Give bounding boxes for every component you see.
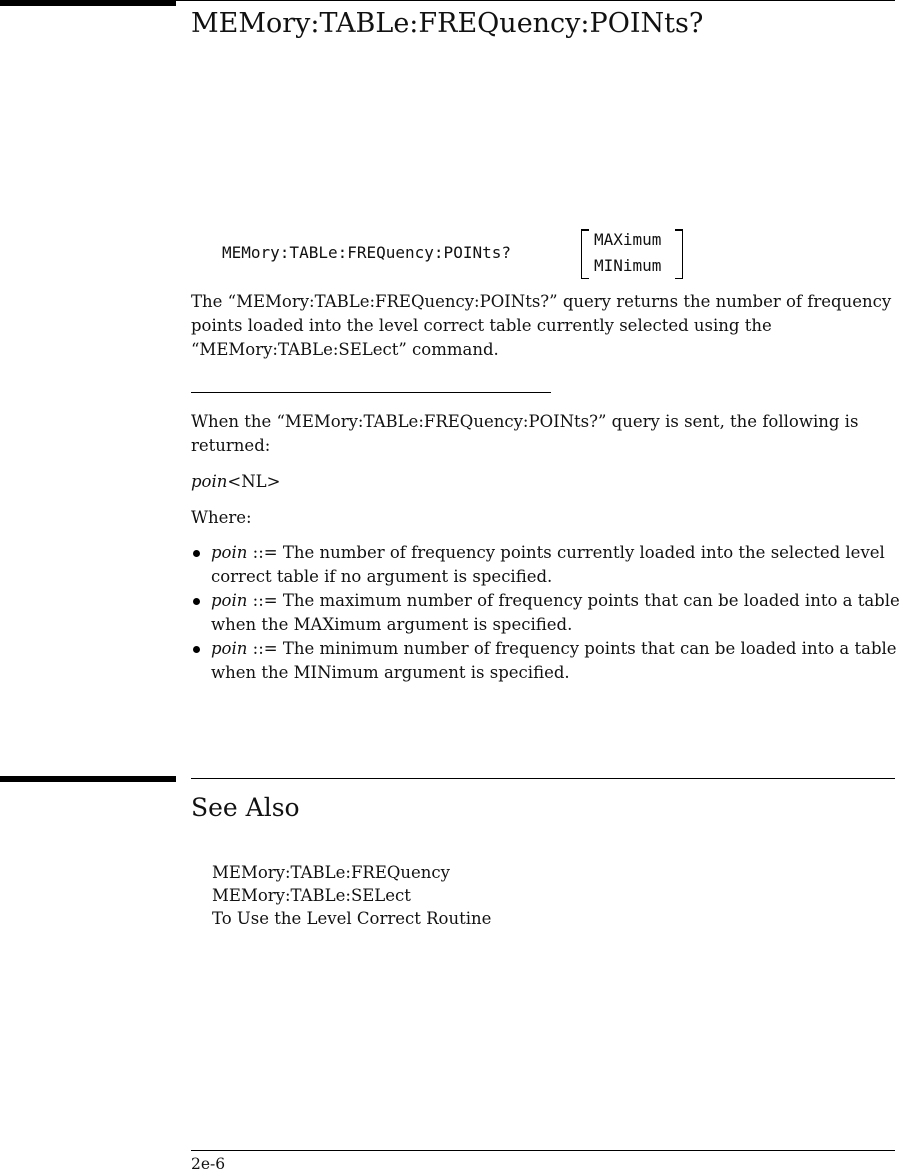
see-also-rule: [191, 778, 895, 779]
returns-bullet-list: [191, 541, 901, 685]
see-also-item[interactable]: To Use the Level Correct Routine: [212, 909, 492, 928]
page-title: MEMory:TABLe:FREQuency:POINts?: [191, 8, 704, 39]
returns-format-var: poin: [191, 472, 228, 491]
returns-format: [191, 470, 901, 494]
list-item: poin ::= The maximum number of frequency points that can be loaded into a table when the MAXimum argument is specified.: [191, 589, 901, 637]
see-also-left-bar: [0, 776, 176, 782]
returns-format-suffix: <NL>: [227, 472, 281, 491]
returns-intro: When the “MEMory:TABLe:FREQuency:POINts?” query is sent, the following is returned:: [191, 412, 859, 455]
bullet-icon: [193, 598, 200, 605]
footer-rule: [191, 1150, 895, 1151]
see-also-item[interactable]: MEMory:TABLe:FREQuency: [212, 863, 450, 882]
syntax-command: MEMory:TABLe:FREQuency:POINts?: [222, 243, 511, 262]
bullet-icon: [193, 646, 200, 653]
list-item: poin ::= The number of frequency points currently loaded into the selected level correct table if no argument is specified.: [191, 541, 901, 589]
where-label: Where:: [191, 508, 252, 527]
section-divider: [191, 392, 551, 393]
list-item: poin ::= The minimum number of frequency points that can be loaded into a table when the MINimum argument is specified.: [191, 637, 901, 685]
see-also-item[interactable]: MEMory:TABLe:SELect: [212, 886, 411, 905]
see-also-list: [212, 861, 491, 930]
see-also-heading: See Also: [191, 793, 300, 822]
bullet-icon: [193, 550, 200, 557]
syntax-options-bracket: [581, 229, 683, 279]
syntax-option-maximum: MAXimum: [594, 230, 662, 249]
top-rule: [176, 0, 895, 1]
description-paragraph: The “MEMory:TABLe:FREQuency:POINts?” query returns the number of frequency points loaded into the level correct table currently selected using the “MEMory:TABLe:SELect” command.: [191, 292, 892, 359]
page-number: 2e-6: [191, 1155, 226, 1173]
top-left-bar: [0, 0, 176, 6]
syntax-option-minimum: MINimum: [594, 256, 662, 275]
